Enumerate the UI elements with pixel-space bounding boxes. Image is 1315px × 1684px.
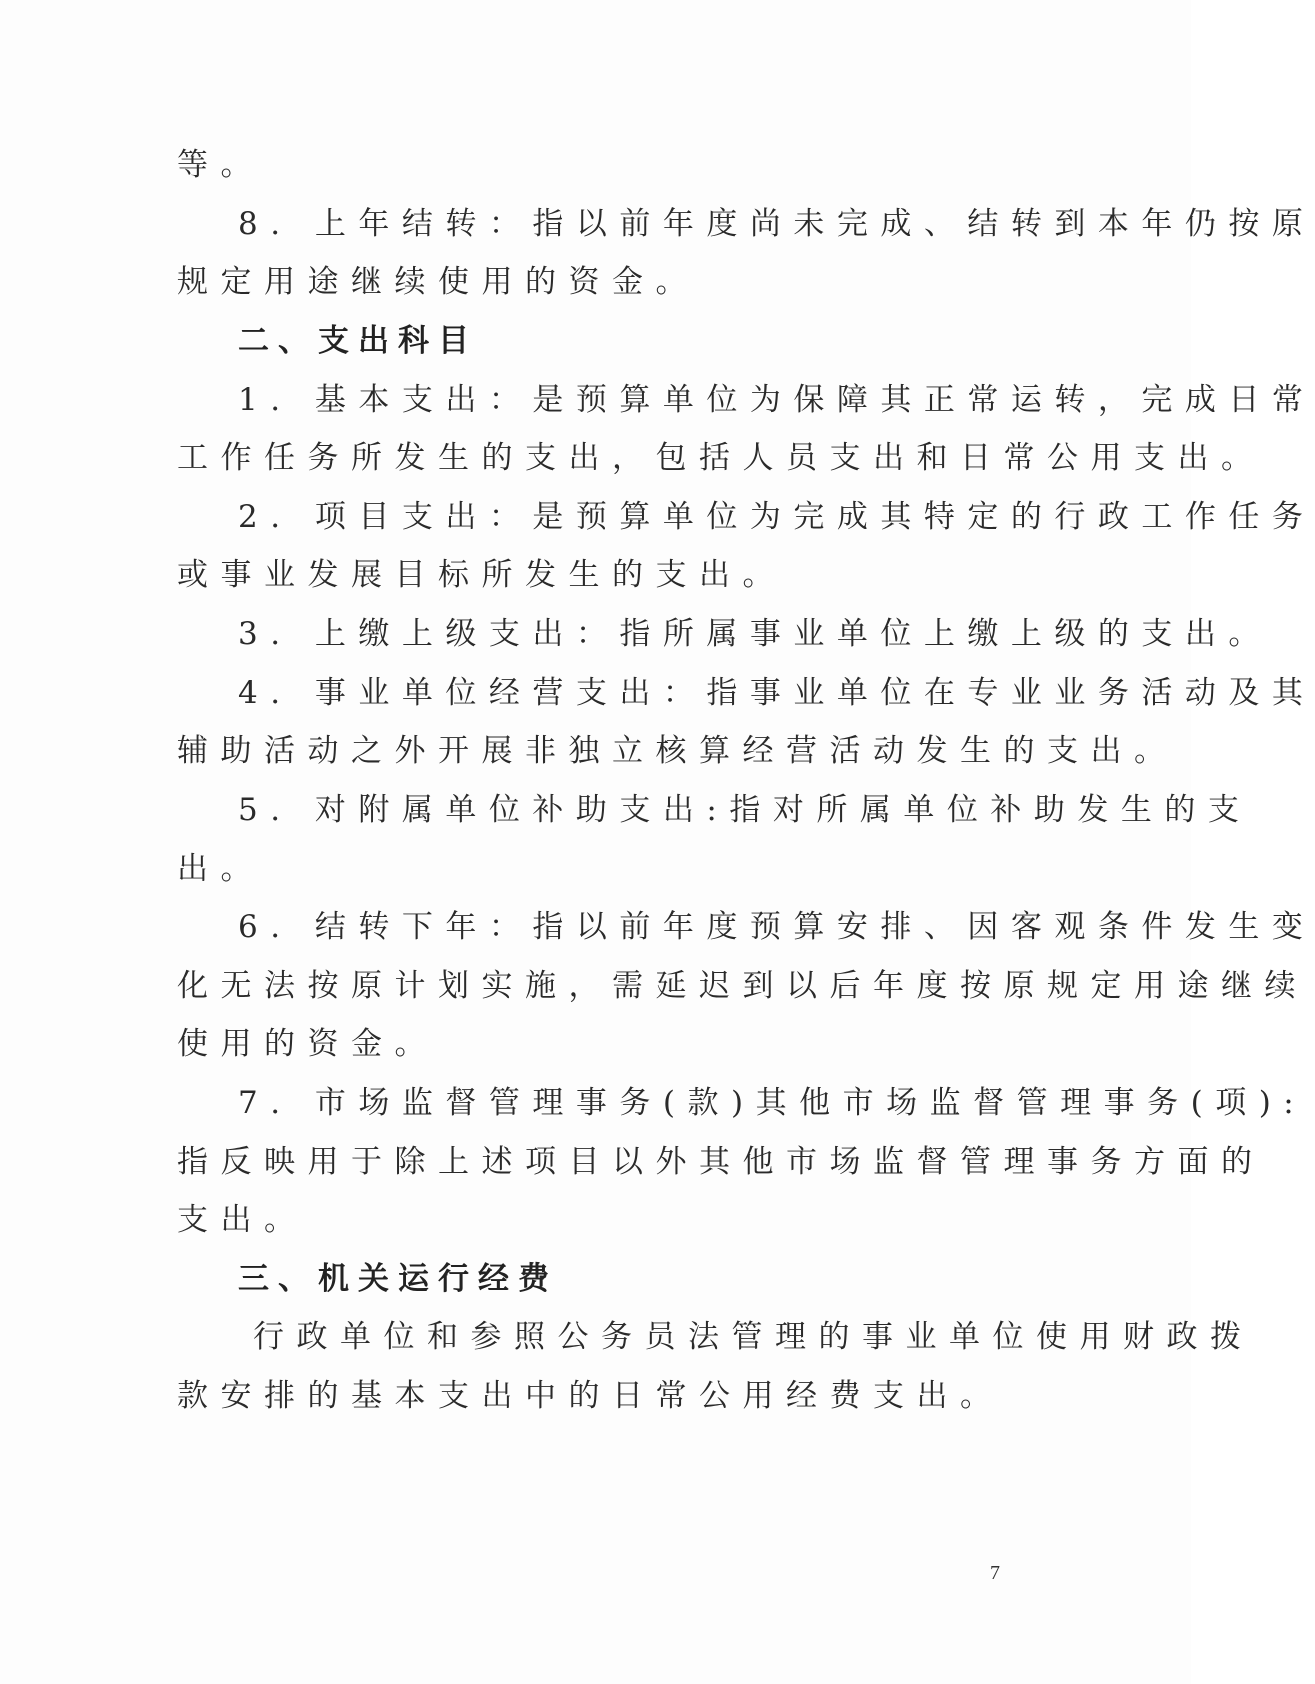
text-line: 2. 项目支出：是预算单位为完成其特定的行政工作任务 <box>238 499 1315 535</box>
section-heading: 三、机关运行经费 <box>238 1261 558 1297</box>
text-line: 5. 对附属单位补助支出:指对所属单位补助发生的支 <box>238 792 1252 828</box>
text-line: 支出。 <box>177 1202 308 1238</box>
text-line: 辅助活动之外开展非独立核算经营活动发生的支出。 <box>177 733 1178 769</box>
text-line: 行政单位和参照公务员法管理的事业单位使用财政拨 <box>253 1319 1254 1355</box>
page-number: 7 <box>990 1562 1000 1584</box>
text-line: 或事业发展目标所发生的支出。 <box>177 557 786 593</box>
text-line: 4. 事业单位经营支出：指事业单位在专业业务活动及其 <box>238 675 1315 711</box>
text-line: 出。 <box>177 851 264 887</box>
text-line: 3. 上缴上级支出：指所属事业单位上缴上级的支出。 <box>238 616 1272 652</box>
text-line: 6. 结转下年：指以前年度预算安排、因客观条件发生变 <box>238 909 1315 945</box>
text-line: 工作任务所发生的支出，包括人员支出和日常公用支出。 <box>177 440 1265 476</box>
text-line: 1. 基本支出：是预算单位为保障其正常运转，完成日常 <box>238 382 1315 418</box>
text-line: 规定用途继续使用的资金。 <box>177 264 699 300</box>
text-line: 款安排的基本支出中的日常公用经费支出。 <box>177 1378 1004 1414</box>
text-line: 8. 上年结转：指以前年度尚未完成、结转到本年仍按原 <box>238 206 1315 242</box>
section-heading: 二、支出科目 <box>238 323 478 359</box>
text-line: 指反映用于除上述项目以外其他市场监督管理事务方面的 <box>177 1144 1265 1180</box>
text-line: 等。 <box>177 147 264 183</box>
text-line: 使用的资金。 <box>177 1026 438 1062</box>
text-line: 化无法按原计划实施，需延迟到以后年度按原规定用途继续 <box>177 968 1308 1004</box>
text-line: 7. 市场监督管理事务(款)其他市场监督管理事务(项): <box>238 1085 1307 1121</box>
